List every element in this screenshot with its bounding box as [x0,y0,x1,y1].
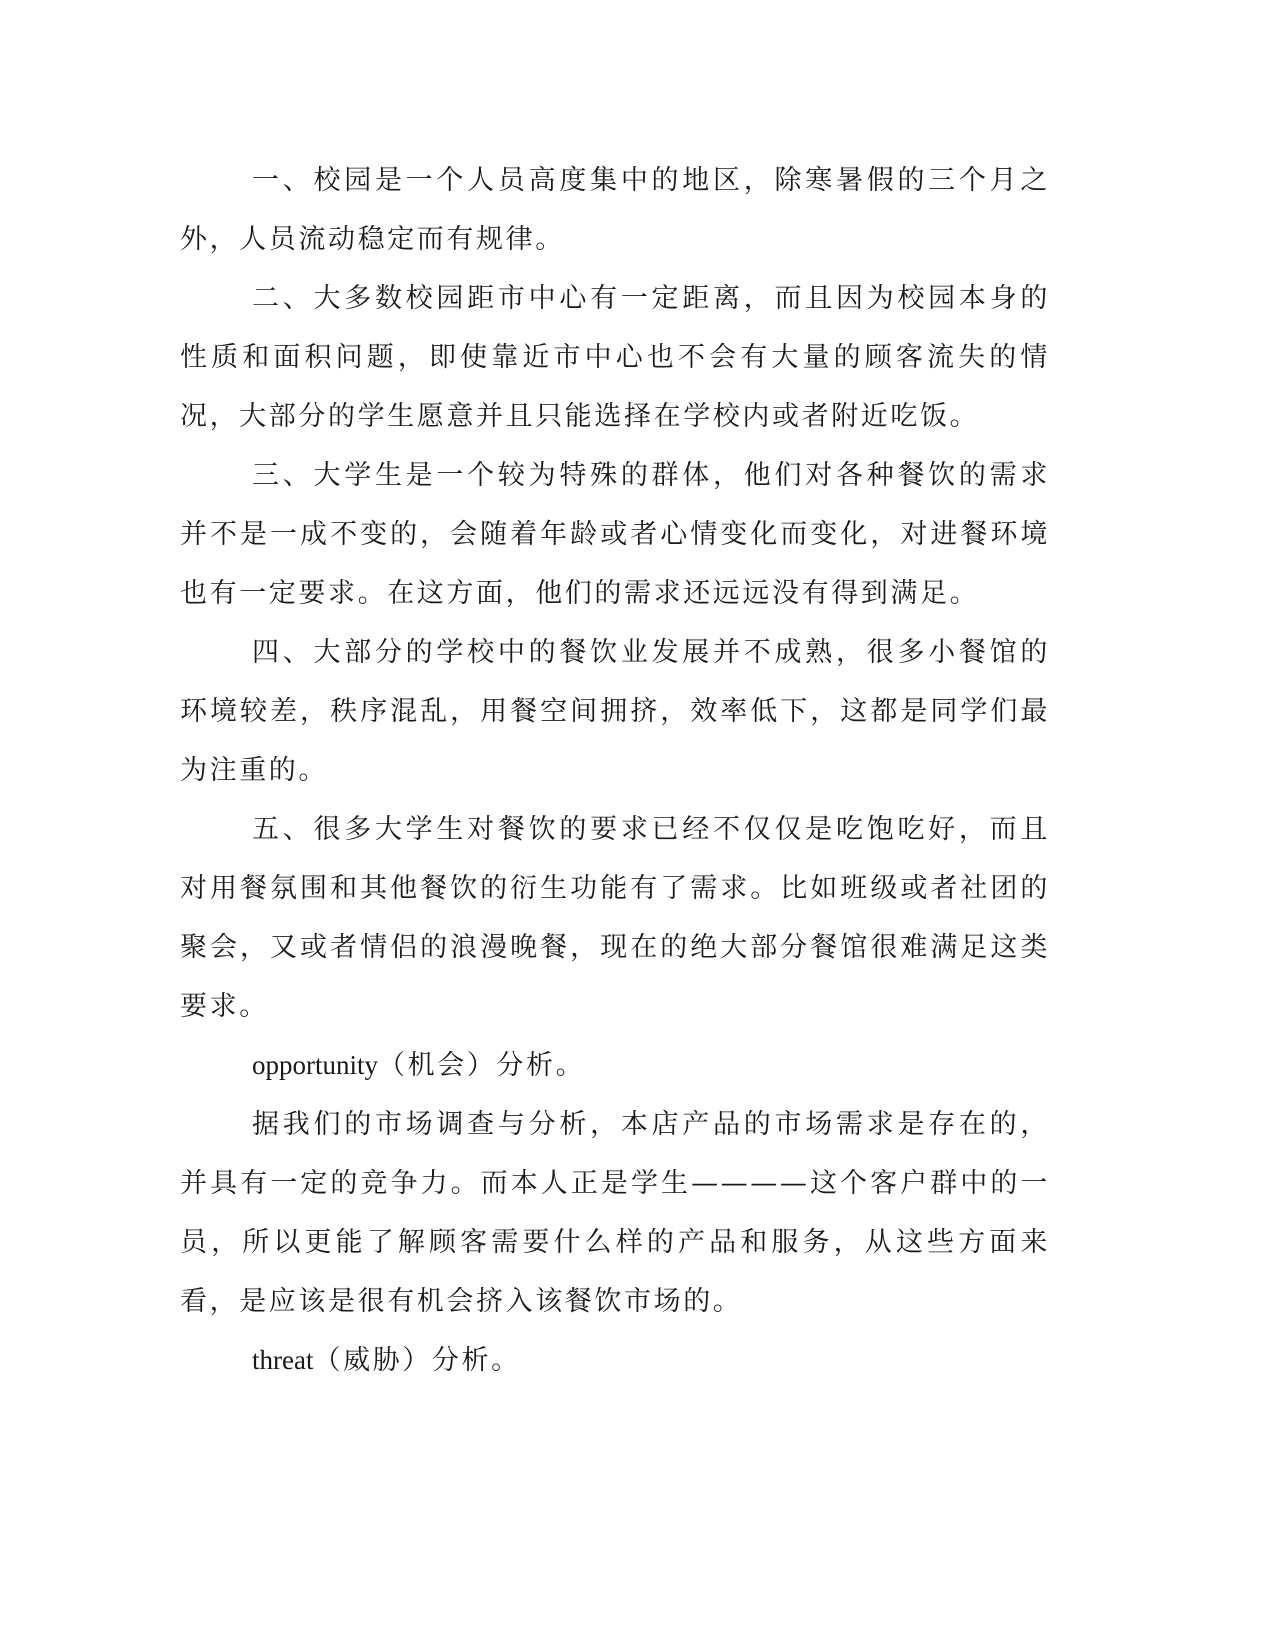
paragraph-derived-functions: 五、很多大学生对餐饮的要求已经不仅仅是吃饱吃好，而且对用餐氛围和其他餐饮的衍生功能有了需求。比如班级或者社团的聚会，又或者情侣的浪漫晚餐，现在的绝大部分餐馆很难满足这类要求。 [180,814,1050,1022]
heading-threat-latin: threat [252,1345,314,1375]
heading-opportunity-text: （机会）分析。 [378,1050,586,1081]
paragraph-immature-industry: 四、大部分的学校中的餐饮业发展并不成熟，很多小餐馆的环境较差，秩序混乱，用餐空间拥挤，效率低下，这都是同学们最为注重的。 [180,637,1050,786]
heading-threat-text: （威胁）分析。 [313,1345,521,1376]
paragraph-opportunity-body: 据我们的市场调查与分析，本店产品的市场需求是存在的，并具有一定的竞争力。而本人正是学生————这个客户群中的一员，所以更能了解顾客需要什么样的产品和服务，从这些方面来看，是应该是很有机会挤入该餐饮市场的。 [180,1109,1050,1317]
heading-opportunity-latin: opportunity [252,1050,378,1080]
heading-threat-analysis [180,1331,1050,1390]
document-body [180,151,1050,1390]
heading-opportunity-analysis [180,1036,1050,1095]
paragraph-distance-from-center: 二、大多数校园距市中心有一定距离，而且因为校园本身的性质和面积问题，即使靠近市中心也不会有大量的顾客流失的情况，大部分的学生愿意并且只能选择在学校内或者附近吃饭。 [180,283,1050,432]
paragraph-campus-concentration: 一、校园是一个人员高度集中的地区，除寒暑假的三个月之外，人员流动稳定而有规律。 [180,165,1050,255]
paragraph-student-demand: 三、大学生是一个较为特殊的群体，他们对各种餐饮的需求并不是一成不变的，会随着年龄或者心情变化而变化，对进餐环境也有一定要求。在这方面，他们的需求还远远没有得到满足。 [180,460,1050,609]
